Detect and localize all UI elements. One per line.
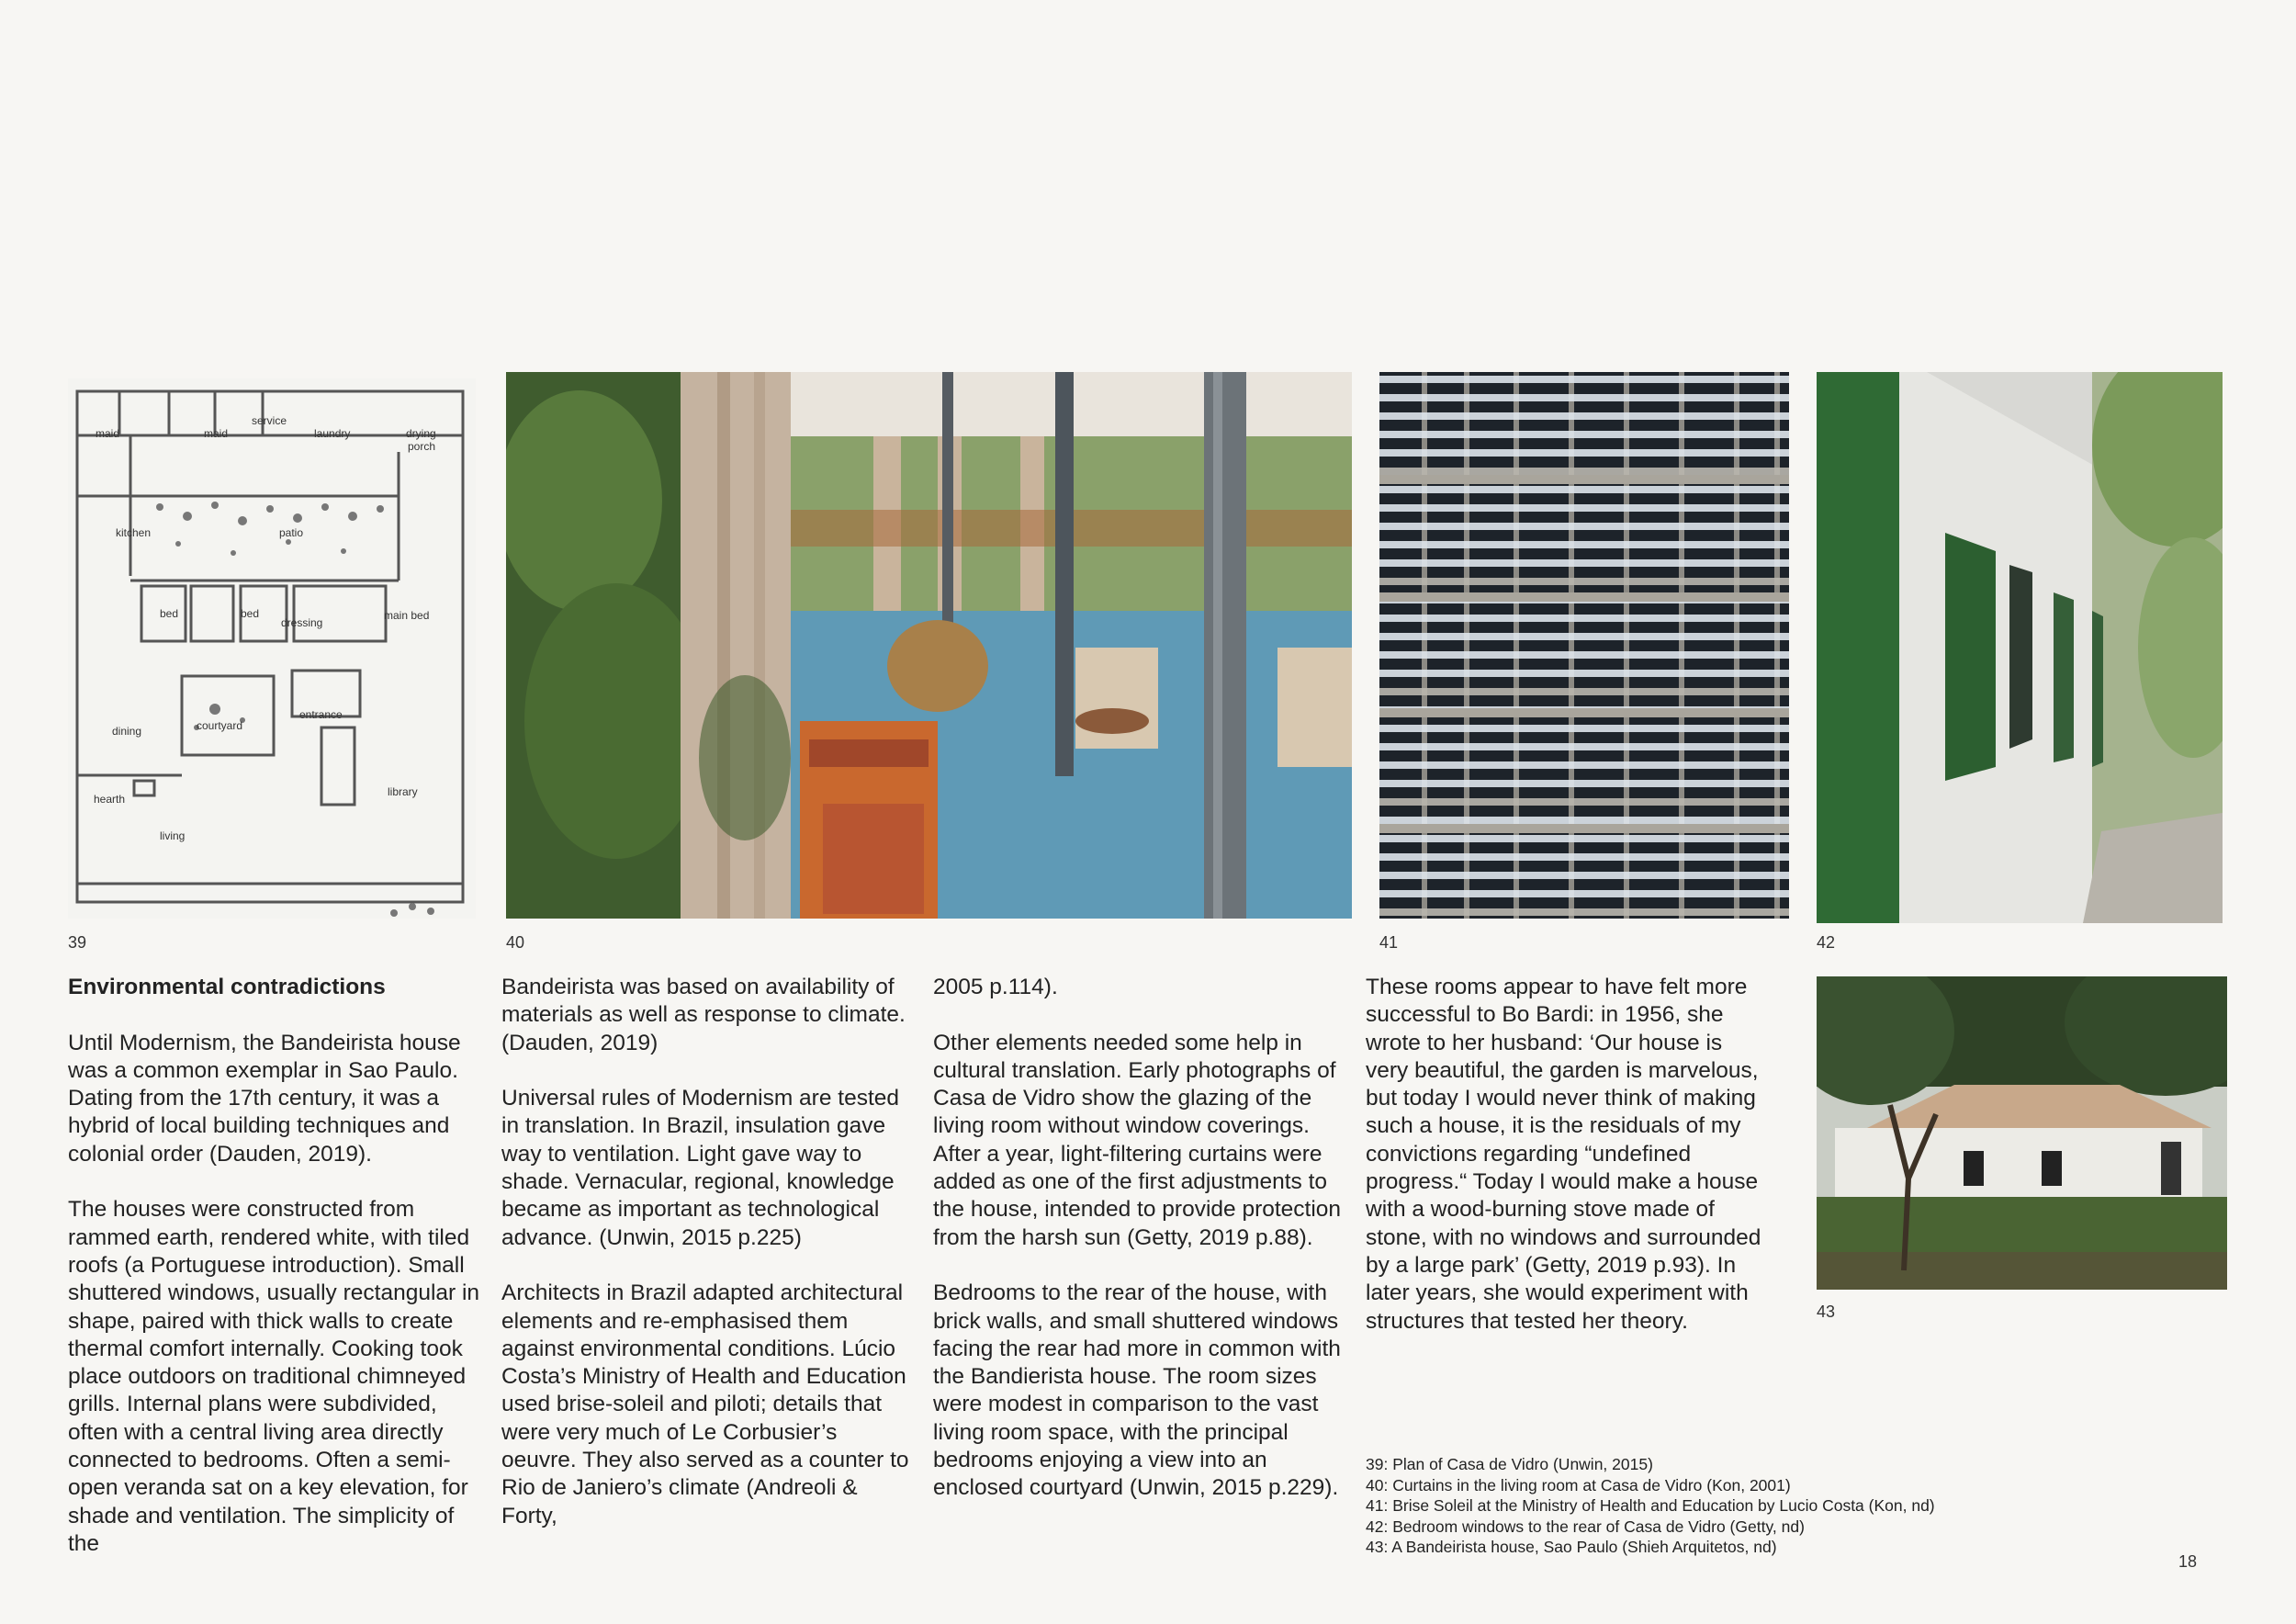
figure-number: 39 [68,933,87,952]
text-column-2 [501,974,915,1558]
paragraph: The houses were constructed from rammed earth, rendered white, with tiled roofs (a Portuguese introduction). Small shuttered windows, usually rectangular in shape, paired with thick walls to create thermal comfort internally. Cooking took place outdoors on traditional chimneyed grills. Internal plans were subdivided, often with a central living area directly connected to bedrooms. Often a semi-open veranda sat on a key elevation, for shade and ventilation. The simplicity of the [68,1197,480,1556]
paragraph: Bandeirista was based on availability of materials as well as response to climate. (Dauden, 2019) [501,975,906,1055]
plan-label: courtyard [197,719,243,732]
plan-label: dining [112,725,142,738]
plan-label: laundry [314,427,351,440]
caption: 41: Brise Soleil at the Ministry of Health and Education by Lucio Costa (Kon, nd) [1366,1496,1935,1516]
bandeirista-house-photo [1817,976,2227,1290]
section-heading: Environmental contradictions [68,975,386,999]
paragraph: Universal rules of Modernism are tested in translation. In Brazil, insulation gave way to ventilation. Light gave way to shade. Vernacular, regional, knowledge became as important as technological advance. (Unwin, 2015 p.225) [501,1086,900,1250]
plan-label: patio [279,526,304,539]
figure-42-photo [1817,372,2223,923]
plan-label: porch [408,440,436,453]
plan-label: maid [96,427,120,440]
plan-label: main bed [384,609,430,622]
plan-label: service [252,414,287,427]
shuttered-windows-photo [1817,372,2223,923]
paragraph: 2005 p.114). [933,975,1058,999]
figure-40-photo [506,372,1352,919]
floor-plan-drawing [68,378,476,919]
living-room-photo [506,372,1352,919]
figure-number: 41 [1379,933,1399,952]
figure-41-photo [1379,372,1789,919]
brise-soleil-photo [1379,372,1789,919]
caption: 40: Curtains in the living room at Casa de Vidro (Kon, 2001) [1366,1475,1791,1494]
figure-number: 40 [506,933,525,952]
text-column-3 [933,974,1346,1530]
page-number: 18 [2178,1552,2198,1571]
plan-label: bed [241,607,260,620]
figure-captions [1366,1454,1935,1558]
plan-label: entrance [299,708,343,721]
text-column-4 [1366,974,1770,1363]
plan-label: living [160,829,186,842]
caption: 43: A Bandeirista house, Sao Paulo (Shieh Arquitetos, nd) [1366,1538,1777,1557]
figure-number: 42 [1817,933,1836,952]
plan-label: dressing [281,616,323,629]
paragraph: Until Modernism, the Bandeirista house was a common exemplar in Sao Paulo. Dating from the 17th century, it was a hybrid of local building techniques and colonial order (Dauden, 2019). [68,1030,461,1167]
plan-label: bed [160,607,179,620]
plan-label: hearth [94,793,126,806]
plan-label: drying [406,427,436,440]
figure-number: 43 [1817,1303,1836,1321]
plan-label: kitchen [116,526,152,539]
paragraph: Bedrooms to the rear of the house, with brick walls, and small shuttered windows facing the rear had more in common with the Bandierista house. The room sizes were modest in comparison to the vast living room space, with the principal bedrooms enjoying a view into an enclosed courtyard (Unwin, 2015 p.229). [933,1280,1341,1501]
plan-label: library [388,785,418,798]
text-column-1 [68,974,481,1586]
figure-39-plan [68,378,476,919]
paragraph: Architects in Brazil adapted architectural elements and re-emphasised them against environmental conditions. Lúcio Costa’s Ministry of Health and Education used brise-soleil and piloti; details that were very much of Le Corbusier’s oeuvre. They also served as a counter to Rio de Janiero’s climate (Andreoli & Forty, [501,1280,909,1528]
caption: 39: Plan of Casa de Vidro (Unwin, 2015) [1366,1455,1653,1473]
figure-43-photo [1817,976,2227,1290]
paragraph: Other elements needed some help in cultural translation. Early photographs of Casa de Vidro show the glazing of the living room without window coverings. After a year, light-filtering curtains were added as one of the first adjustments to the house, intended to provide protection from the harsh sun (Getty, 2019 p.88). [933,1030,1342,1250]
caption: 42: Bedroom windows to the rear of Casa de Vidro (Getty, nd) [1366,1517,1805,1536]
plan-label: maid [204,427,229,440]
paragraph: These rooms appear to have felt more successful to Bo Bardi: in 1956, she wrote to her husband: ‘Our house is very beautiful, the garden is marvelous, but today I would never think of making such a house, it is the residuals of my convictions regarding “undefined progress.“ Today I would make a house with a wood-burning stove made of stone, with no windows and surrounded by a large park’ (Getty, 2019 p.93). In later years, she would experiment with structures that tested her theory. [1366,975,1761,1334]
